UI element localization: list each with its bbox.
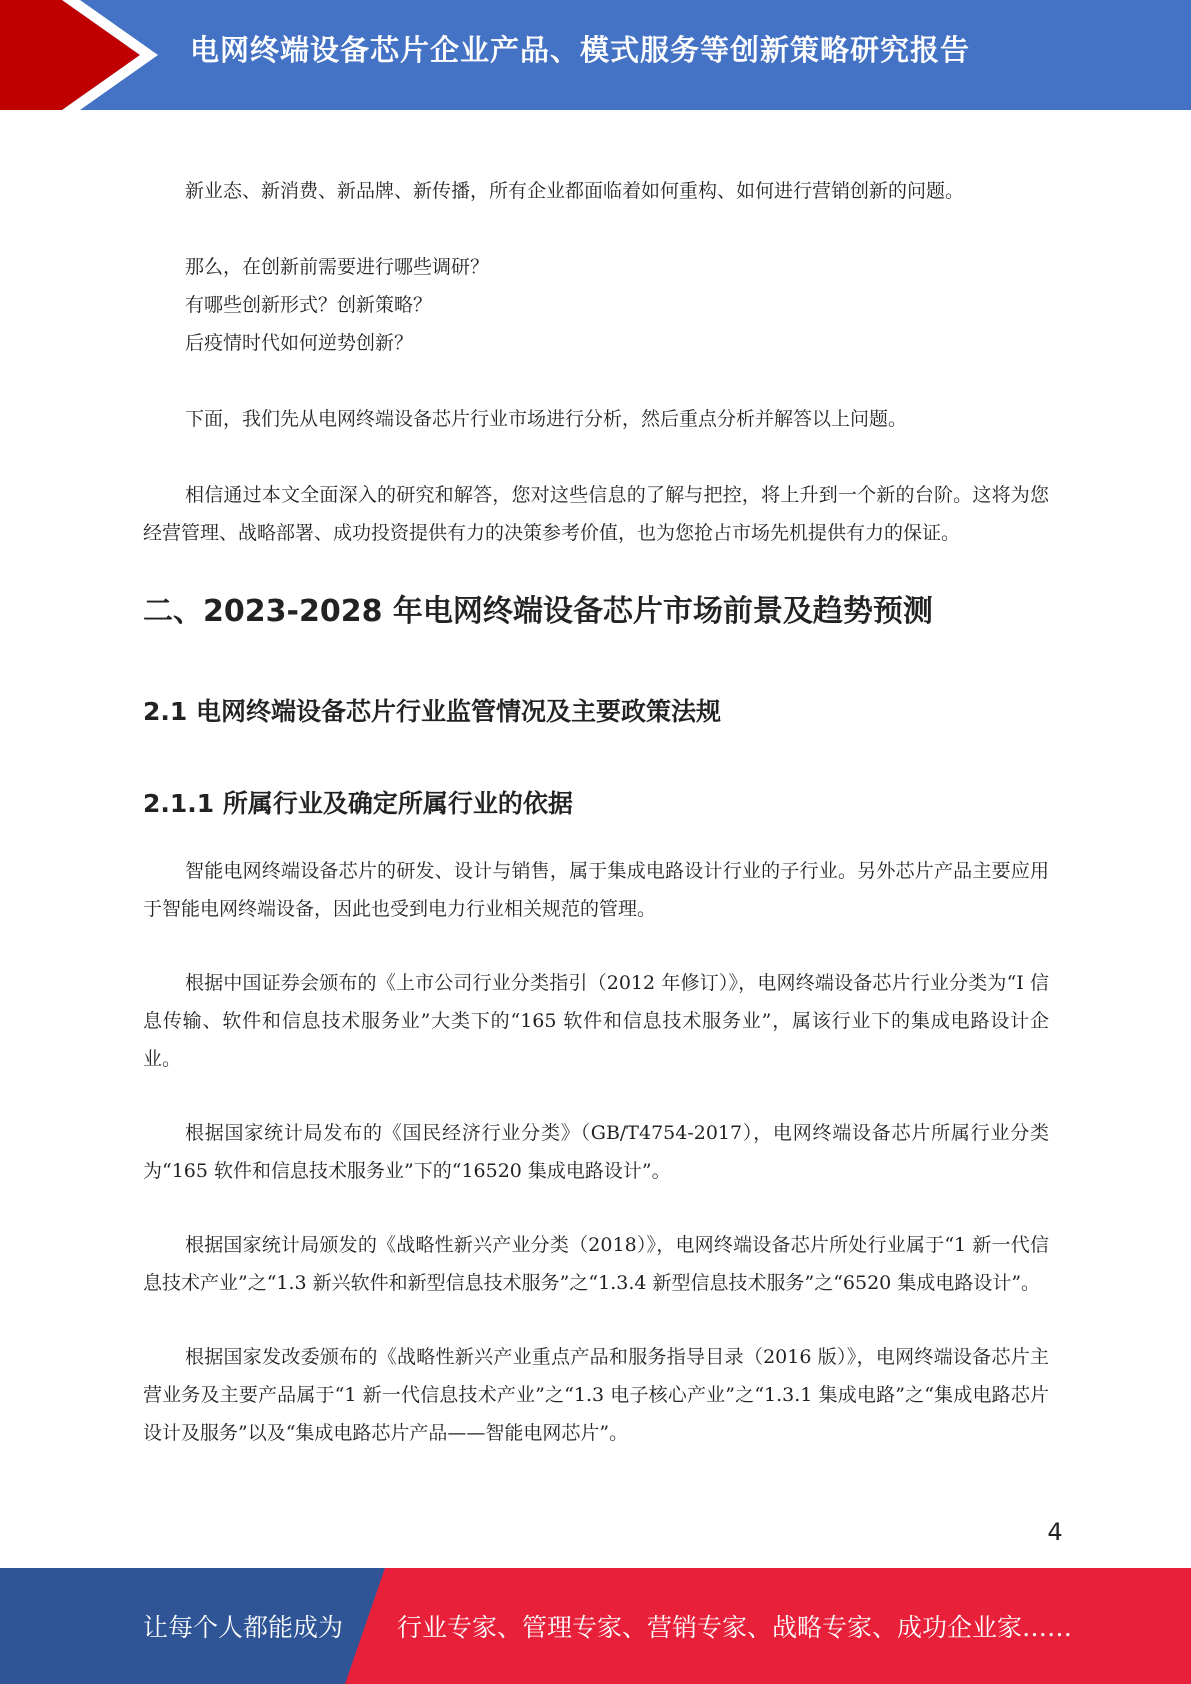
subsubsection-heading: 2.1.1 所属行业及确定所属行业的依据 — [143, 789, 573, 818]
page-footer — [0, 1568, 1191, 1684]
paragraph-2: 根据中国证券会颁布的《上市公司行业分类指引（2012 年修订）》，电网终端设备芯片行业分类为“I 信息传输、软件和信息技术服务业”大类下的“165 软件和信息技术服务业”，属该行业下的集成电路设计企业。 — [143, 972, 1049, 1070]
document-body — [143, 172, 1049, 1452]
section-heading: 二、2023-2028 年电网终端设备芯片市场前景及趋势预测 — [143, 594, 933, 629]
question-2: 有哪些创新形式？创新策略？ — [185, 294, 433, 316]
intro-paragraph-2: 下面，我们先从电网终端设备芯片行业市场进行分析，然后重点分析并解答以上问题。 — [185, 408, 908, 430]
intro-paragraph-1: 新业态、新消费、新品牌、新传播，所有企业都面临着如何重构、如何进行营销创新的问题。 — [185, 180, 965, 202]
footer-slogan-right: 行业专家、管理专家、营销专家、战略专家、成功企业家…… — [397, 1613, 1073, 1642]
header-title: 电网终端设备芯片企业产品、模式服务等创新策略研究报告 — [190, 33, 971, 67]
subsection-heading: 2.1 电网终端设备芯片行业监管情况及主要政策法规 — [143, 697, 721, 726]
paragraph-5: 根据国家发改委颁布的《战略性新兴产业重点产品和服务指导目录（2016 版）》，电网终端设备芯片主营业务及主要产品属于“1 新一代信息技术产业”之“1.3 电子核心产业”之“1.3.1 集成电路”之“集成电路芯片设计及服务”以及“集成电路芯片产品——智能电网芯片”。 — [143, 1346, 1049, 1444]
paragraph-4: 根据国家统计局颁发的《战略性新兴产业分类（2018）》，电网终端设备芯片所处行业属于“1 新一代信息技术产业”之“1.3 新兴软件和新型信息技术服务”之“1.3.4 新型信息技术服务”之“6520 集成电路设计”。 — [143, 1234, 1049, 1294]
footer-slogan-left: 让每个人都能成为 — [143, 1613, 344, 1642]
page-number: 4 — [1047, 1518, 1063, 1546]
question-3: 后疫情时代如何逆势创新？ — [185, 332, 414, 354]
paragraph-3: 根据国家统计局发布的《国民经济行业分类》（GB/T4754-2017），电网终端设备芯片所属行业分类为“165 软件和信息技术服务业”下的“16520 集成电路设计”。 — [143, 1122, 1049, 1182]
paragraph-1: 智能电网终端设备芯片的研发、设计与销售，属于集成电路设计行业的子行业。另外芯片产品主要应用于智能电网终端设备，因此也受到电力行业相关规范的管理。 — [143, 860, 1049, 920]
question-1: 那么，在创新前需要进行哪些调研？ — [185, 256, 490, 278]
intro-paragraph-3: 相信通过本文全面深入的研究和解答，您对这些信息的了解与把控，将上升到一个新的台阶。这将为您经营管理、战略部署、成功投资提供有力的决策参考价值，也为您抢占市场先机提供有力的保证。 — [143, 484, 1049, 544]
page-header — [0, 0, 1191, 110]
